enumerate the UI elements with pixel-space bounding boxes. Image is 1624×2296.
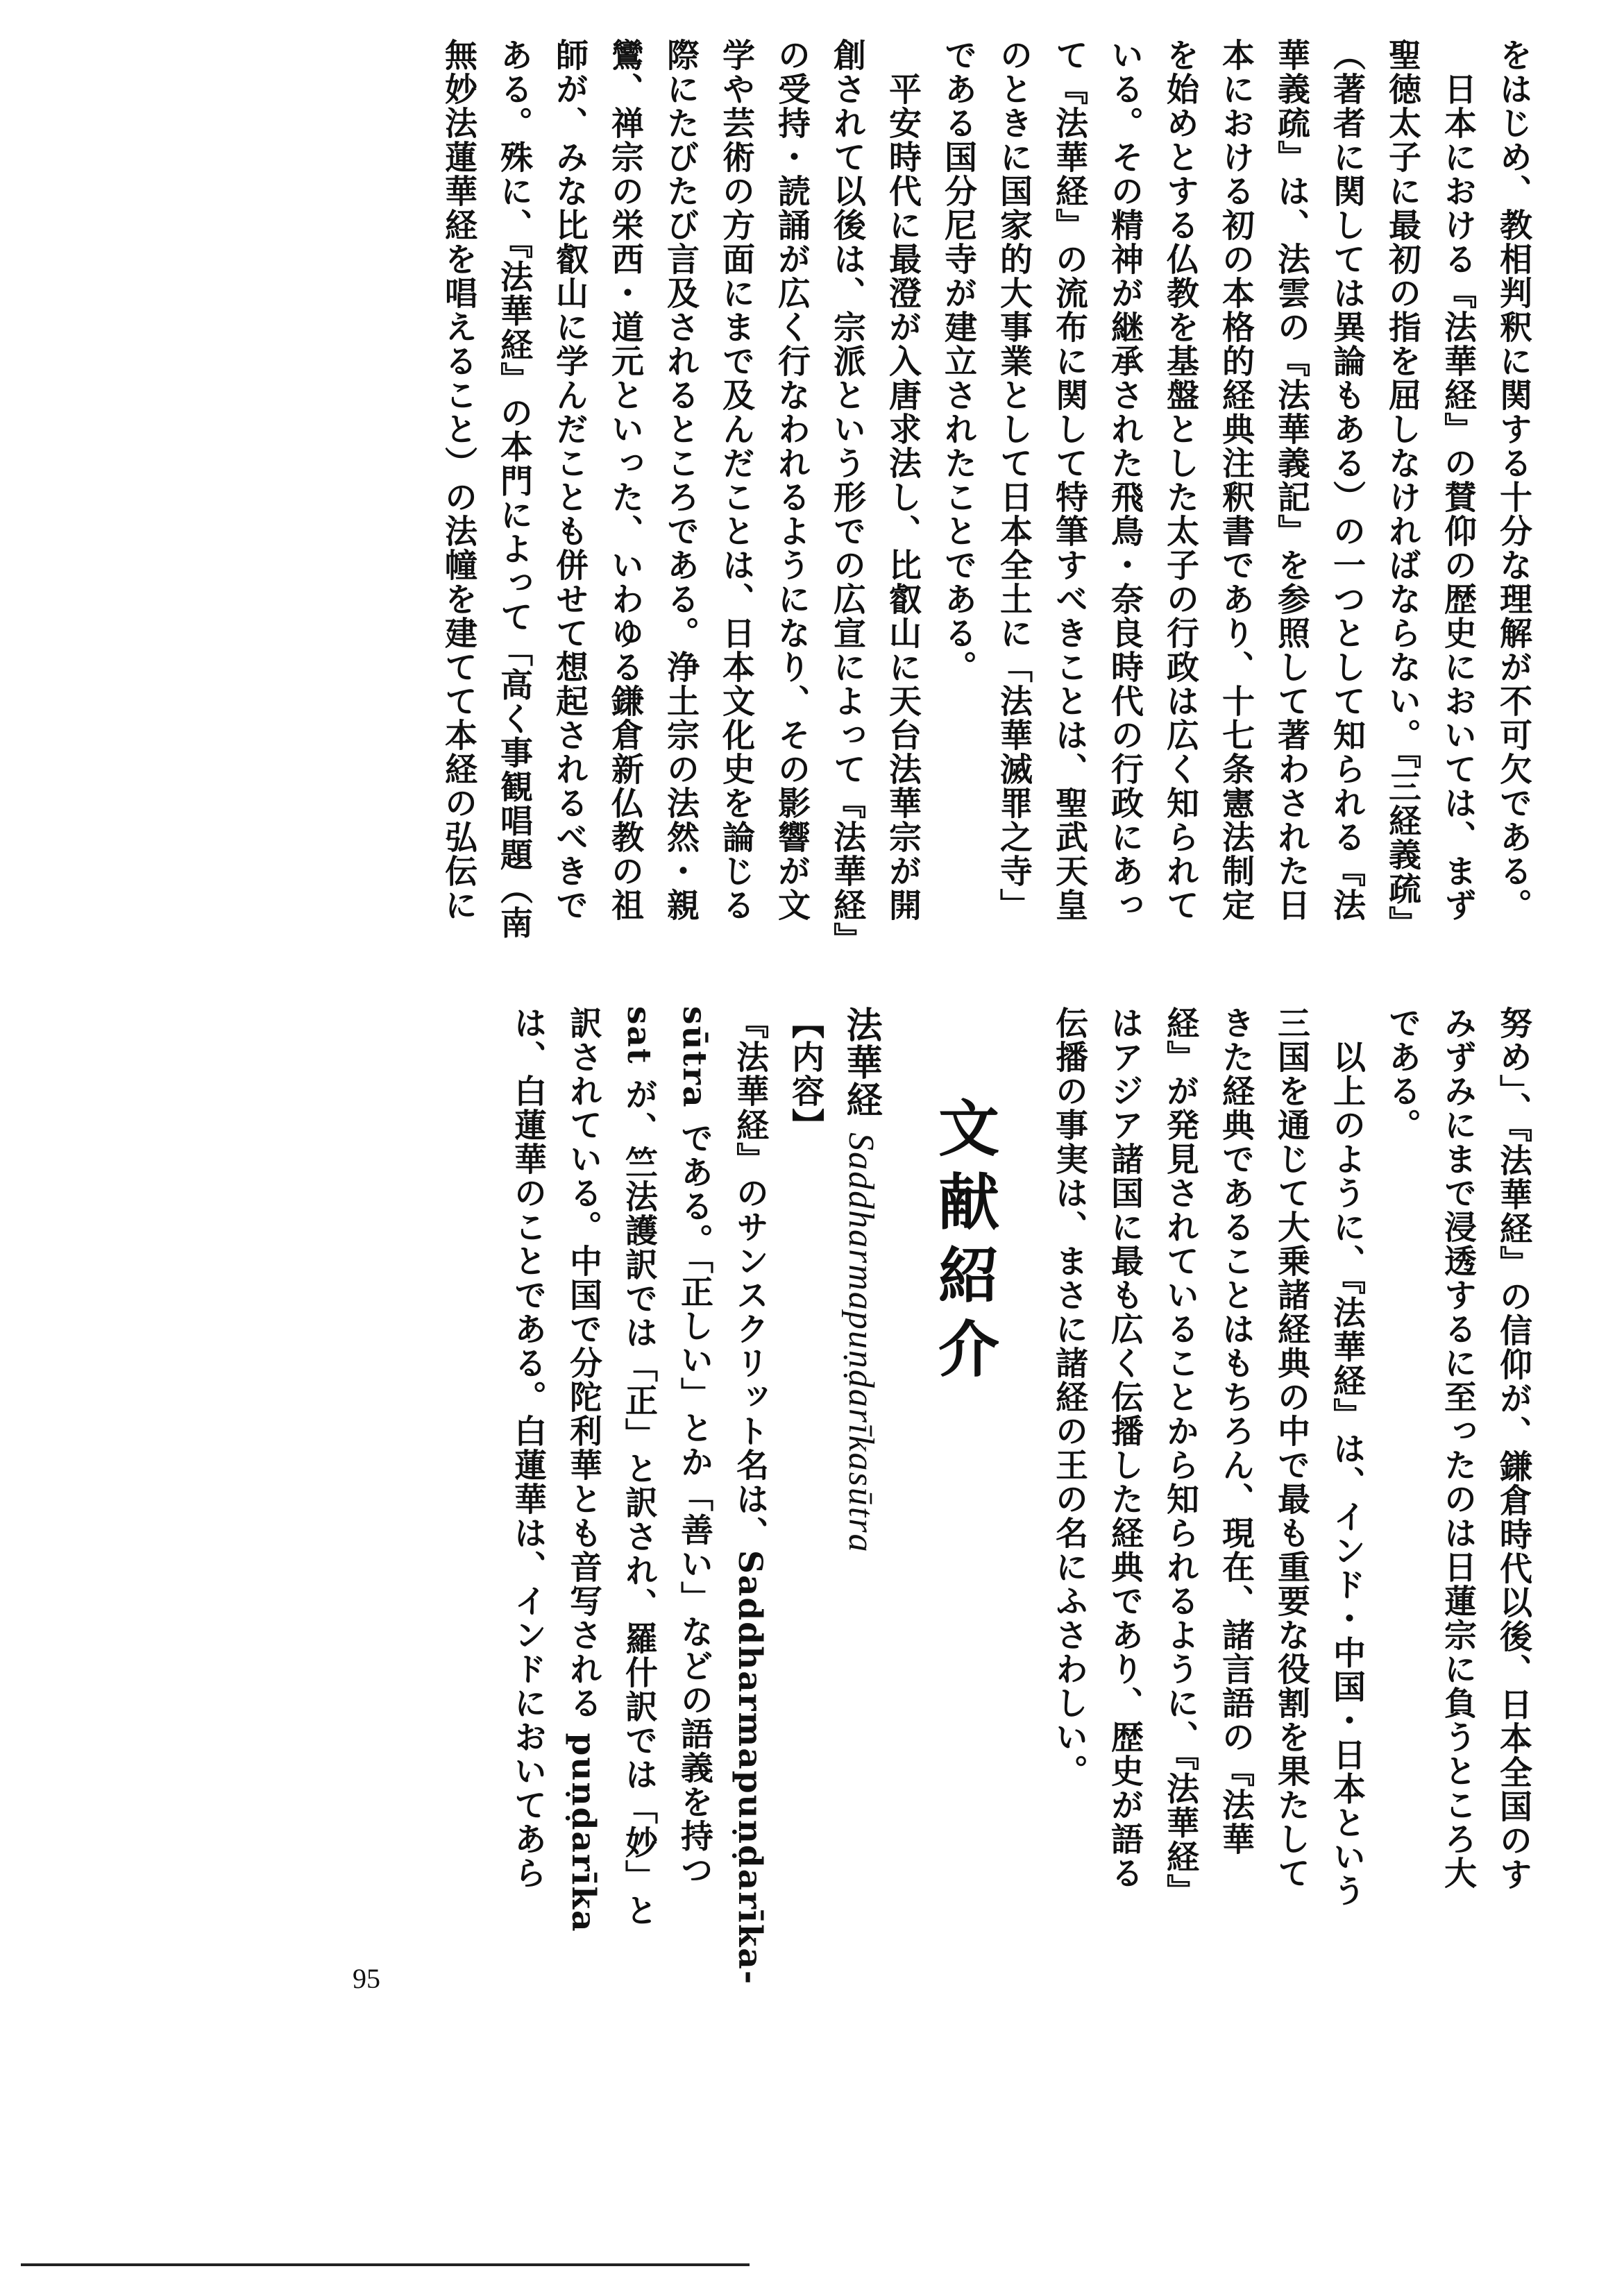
text-line: sat が、竺法護訳では「正」と訳され、羅什訳では「妙」と	[620, 1006, 658, 1928]
text-line: 本における初の本格的経典注釈書であり、十七条憲法制定	[1217, 38, 1255, 922]
text-line: 聖徳太子に最初の指を屈しなければならない。『三経義疏』	[1383, 38, 1421, 940]
text-line: 以上のように、『法華経』は、インド・中国・日本という	[1328, 1006, 1366, 1908]
text-line: 日本における『法華経』の賛仰の歴史においては、まず	[1439, 38, 1477, 922]
text-line: 無妙法蓮華経を唱えること）の法幢を建てて本経の弘伝に	[439, 38, 477, 922]
text-line: 『法華経』のサンスクリット名は、Saddharmapuṇḍarīka-	[731, 1006, 769, 1986]
text-line: である。	[1383, 1006, 1421, 1142]
text-line: の受持・読誦が広く行なわれるようになり、その影響が文	[772, 38, 811, 922]
entry-title-japanese: 法華経	[840, 1006, 882, 1119]
content-label: 【内容】	[786, 1006, 824, 1142]
text-line: 三国を通じて大乗諸経典の中で最も重要な役割を果たして	[1272, 1006, 1310, 1890]
text-line: 努め」、『法華経』の信仰が、鎌倉時代以後、日本全国のす	[1494, 1006, 1532, 1891]
upper-text-block	[430, 38, 1541, 982]
text-line: 経』が発見されていることから知られるように、『法華経』	[1161, 1006, 1199, 1908]
text-line: である国分尼寺が建立されたことである。	[939, 38, 977, 684]
section-heading: 文献紹介	[929, 1096, 1001, 1391]
text-line: sūtra である。「正しい」とか「善い」などの語義を持つ	[675, 1006, 713, 1887]
text-line: を始めとする仏教を基盤とした太子の行政は広く知られて	[1161, 38, 1199, 922]
text-line: ある。殊に、『法華経』の本門によって「高く事観唱題（南	[495, 38, 533, 940]
text-line: きた経典であることはもちろん、現在、諸言語の『法華	[1217, 1006, 1255, 1856]
text-line: 際にたびたび言及されるところである。浄土宗の法然・親	[661, 38, 700, 922]
bottom-rule	[21, 2263, 750, 2266]
entry-title	[833, 1006, 888, 2033]
text-line: 鸞、禅宗の栄西・道元といった、いわゆる鎌倉新仏教の祖	[606, 38, 644, 922]
text-line: は、白蓮華のことである。白蓮華は、インドにおいてあら	[509, 1006, 547, 1890]
text-line: みずみにまで浸透するに至ったのは日蓮宗に負うところ大	[1439, 1006, 1477, 1890]
text-line: 師が、みな比叡山に学んだことも併せて想起されるべきで	[550, 38, 589, 922]
text-line: 学や芸術の方面にまで及んだことは、日本文化史を論じる	[717, 38, 755, 922]
text-line: いる。その精神が継承された飛鳥・奈良時代の行政にあっ	[1106, 38, 1144, 922]
text-line: はアジア諸国に最も広く伝播した経典であり、歴史が語る	[1106, 1006, 1144, 1890]
text-line: 華義疏』は、法雲の『法華義記』を参照して著わされた日	[1272, 38, 1310, 922]
lower-text-block	[500, 1006, 1541, 2033]
entry-title-latin: Saddharmapuṇḍarīkasūtra	[841, 1132, 881, 1554]
text-line: （著者に関しては異論もある）の一つとして知られる『法	[1328, 38, 1366, 922]
text-line: 訳されている。中国で分陀利華とも音写される puṇḍarīka	[564, 1006, 602, 1933]
text-line: 平安時代に最澄が入唐求法し、比叡山に天台法華宗が開	[883, 38, 922, 922]
text-line: 創されて以後は、宗派という形での広宣によって『法華経』	[828, 38, 866, 956]
text-line: をはじめ、教相判釈に関する十分な理解が不可欠である。	[1494, 38, 1532, 922]
text-line: 伝播の事実は、まさに諸経の王の名にふさわしい。	[1050, 1006, 1088, 1788]
text-line: て『法華経』の流布に関して特筆すべきことは、聖武天皇	[1050, 38, 1088, 922]
text-line: のときに国家的大事業として日本全土に「法華滅罪之寺」	[995, 38, 1033, 922]
page-number: 95	[353, 1963, 380, 1994]
